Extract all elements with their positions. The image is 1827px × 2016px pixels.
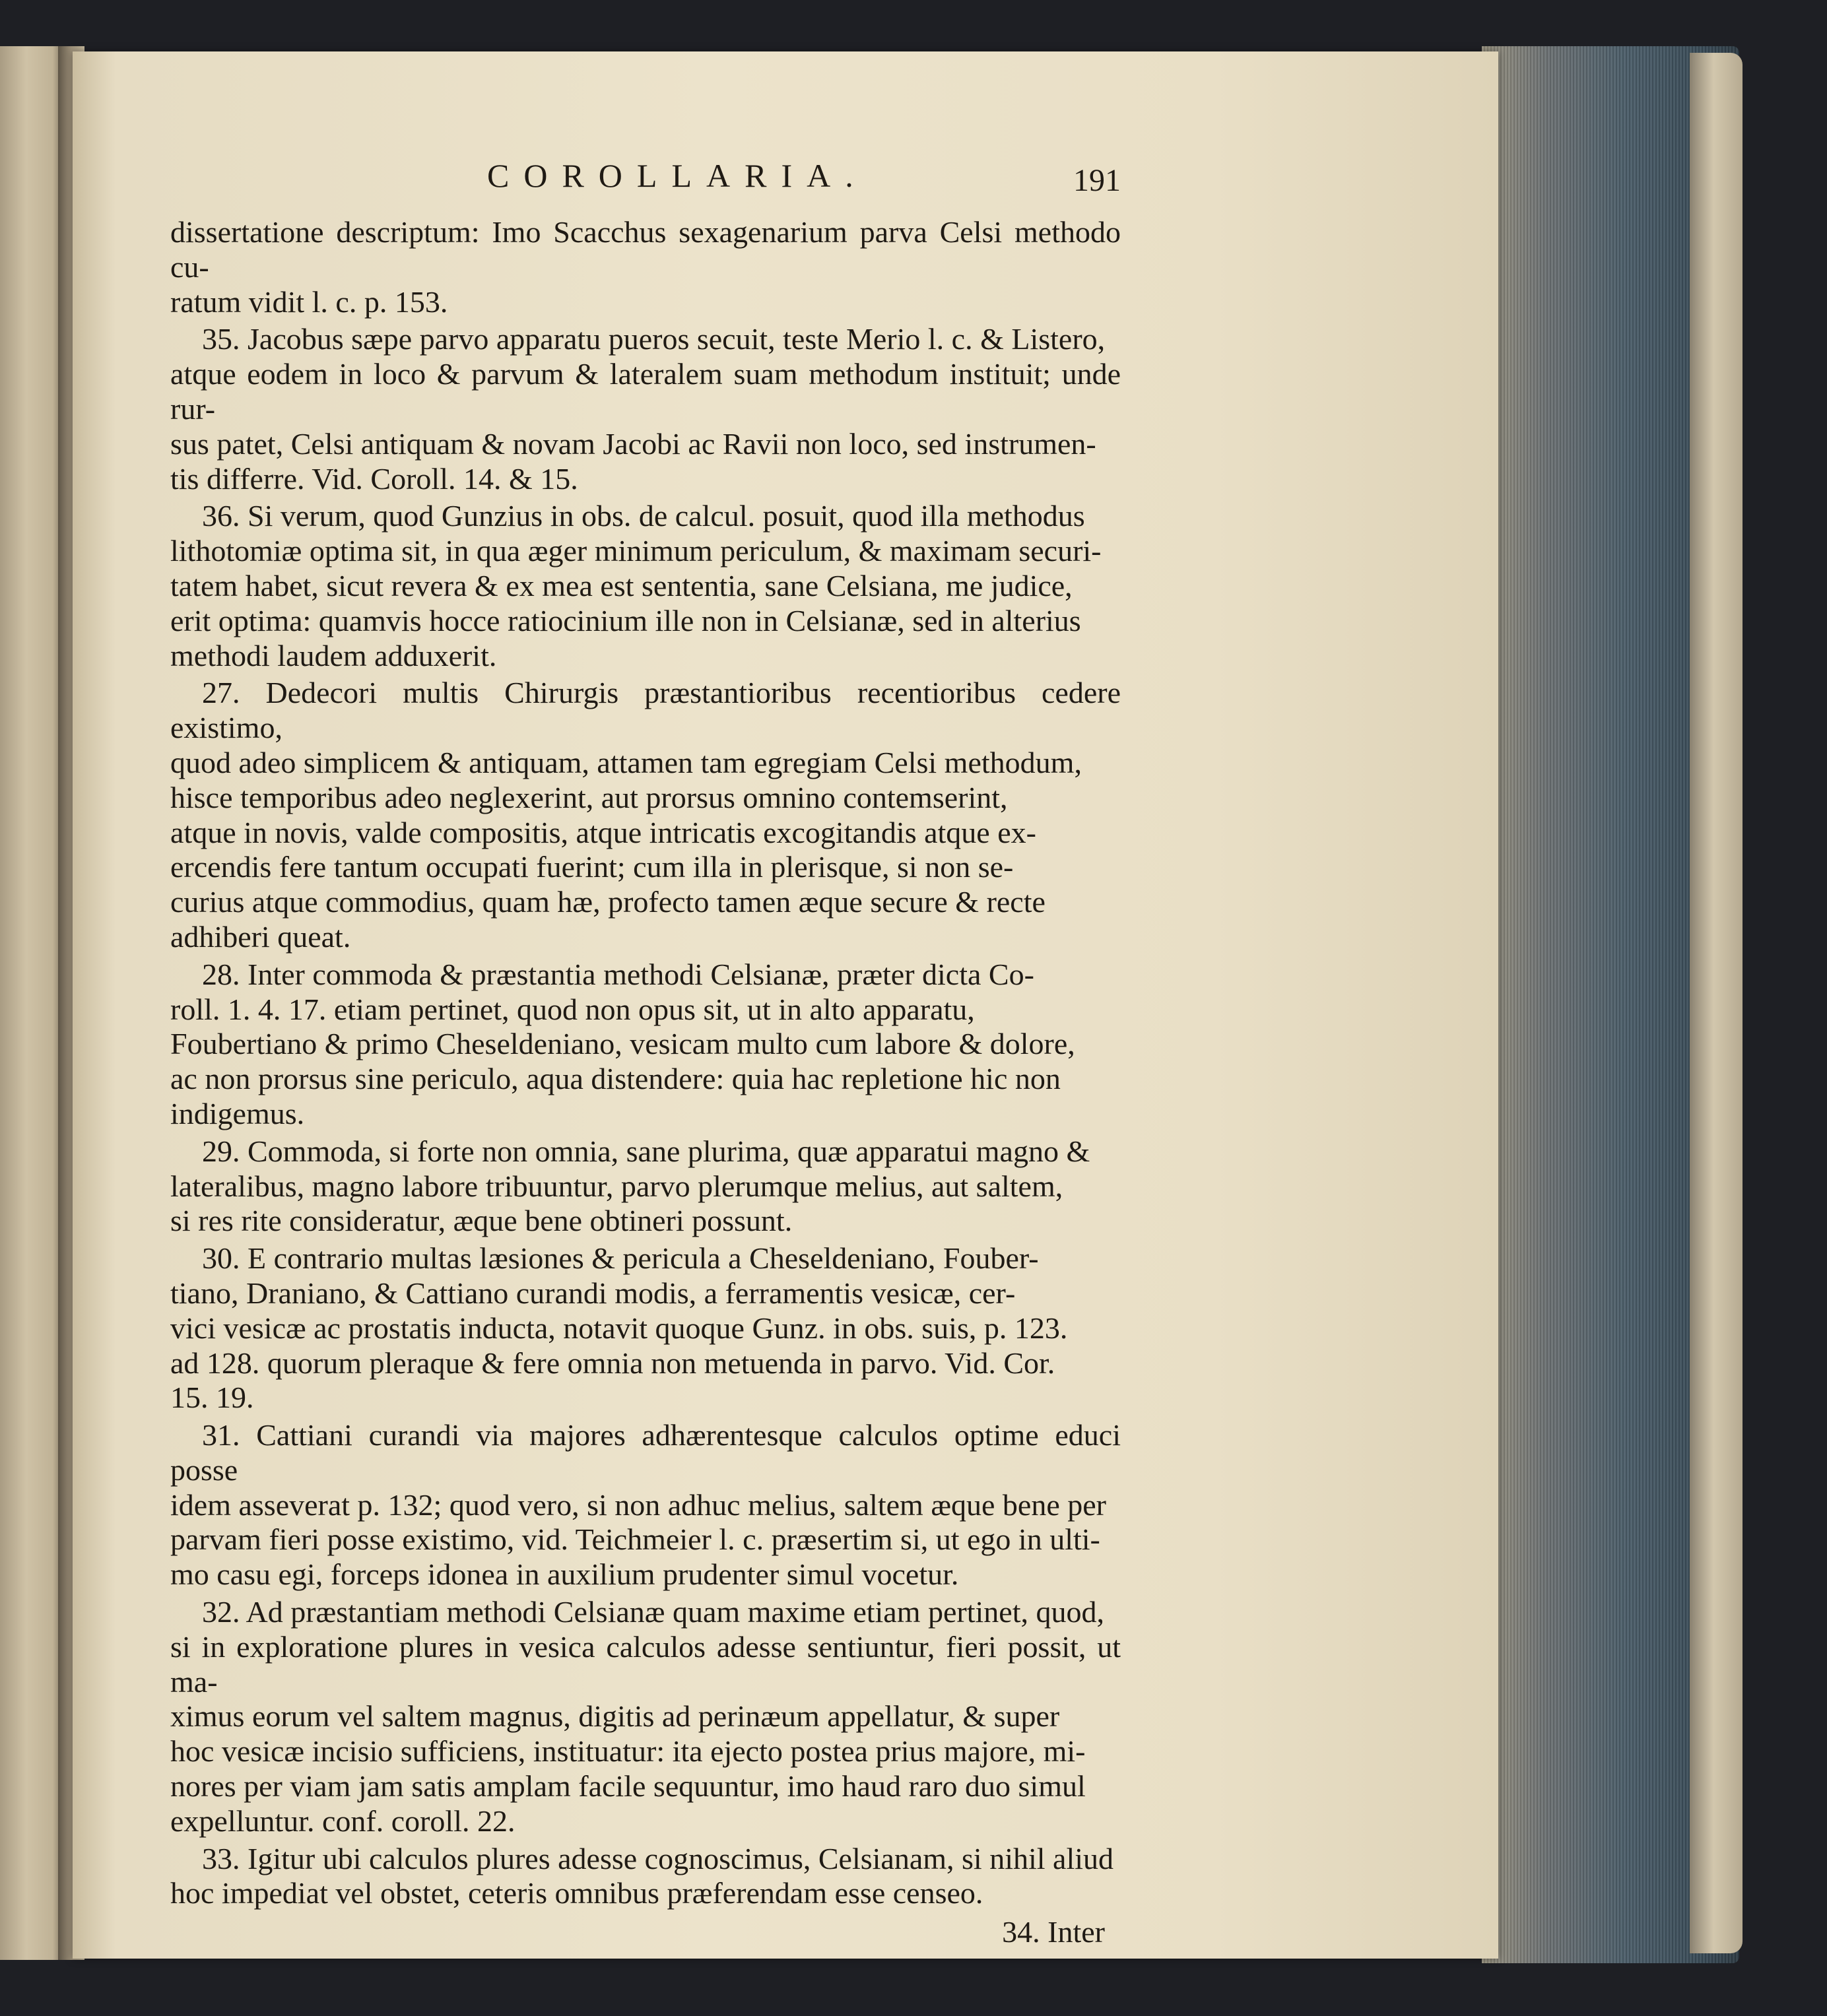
paragraph-number: 35. (202, 322, 240, 356)
text-line (170, 1169, 1121, 1204)
paragraph-number: 28. (202, 957, 240, 991)
line-text: si res rite consideratur, æque bene obtineri possunt. (170, 1204, 793, 1238)
paragraph-number: 32. (202, 1595, 240, 1629)
text-line (170, 357, 1121, 427)
text-line (170, 1630, 1121, 1700)
page-text-block (170, 158, 1121, 1950)
running-title: COROLLARIA. (487, 157, 868, 194)
text-line (170, 1699, 1121, 1734)
line-text: ratum vidit l. c. p. 153. (170, 284, 448, 319)
text-line (170, 676, 1121, 746)
line-text: hisce temporibus adeo neglexerint, aut prorsus omnino contemserint, (170, 780, 1008, 814)
line-text: Cattiani curandi via majores adhærentesque calculos optime educi posse (170, 1418, 1121, 1487)
line-text: quod adeo simplicem & antiquam, attamen tam egregiam Celsi methodum, (170, 745, 1082, 779)
text-line (170, 1522, 1121, 1557)
text-line (170, 1027, 1121, 1062)
catchword: 34. Inter (1002, 1915, 1105, 1949)
text-line (170, 1381, 1121, 1415)
line-text: atque in novis, valde compositis, atque intricatis excogitandis atque ex- (170, 815, 1036, 849)
paragraph (170, 1418, 1121, 1592)
line-text: tiano, Draniano, & Cattiano curandi modis, a ferramentis vesicæ, cer- (170, 1276, 1016, 1310)
text-line (170, 462, 1121, 497)
text-line (170, 1595, 1121, 1630)
line-text: erit optima: quamvis hocce ratiocinium ille non in Celsianæ, sed in alterius (170, 603, 1081, 637)
text-line (170, 1804, 1121, 1839)
text-line (170, 569, 1121, 604)
paragraph (170, 499, 1121, 673)
line-text: dissertatione descriptum: Imo Scacchus sexagenarium parva Celsi methodo cu- (170, 215, 1121, 284)
text-line (170, 285, 1121, 320)
text-line (170, 746, 1121, 781)
paragraph-number: 33. (202, 1841, 240, 1875)
line-text: ad 128. quorum pleraque & fere omnia non metuenda in parvo. Vid. Cor. (170, 1346, 1055, 1380)
line-text: Inter commoda & præstantia methodi Celsianæ, præter dicta Co- (248, 957, 1034, 991)
line-text: methodi laudem adduxerit. (170, 638, 497, 672)
text-line (170, 1276, 1121, 1311)
line-text: hoc impediat vel obstet, ceteris omnibus præferendam esse censeo. (170, 1876, 983, 1910)
text-line (170, 1346, 1121, 1381)
line-text: parvam fieri posse existimo, vid. Teichmeier l. c. præsertim si, ut ego in ulti- (170, 1522, 1100, 1557)
text-line (170, 1311, 1121, 1346)
text-line (170, 1062, 1121, 1097)
text-line (170, 1418, 1121, 1488)
text-line (170, 850, 1121, 885)
line-text: Jacobus sæpe parvo apparatu pueros secuit, teste Merio l. c. & Listero, (248, 322, 1106, 356)
text-line (170, 1204, 1121, 1239)
line-text: nores per viam jam satis amplam facile sequuntur, imo haud raro duo simul (170, 1769, 1086, 1804)
text-line (170, 322, 1121, 357)
text-line (170, 499, 1121, 534)
line-text: Foubertiano & primo Cheseldeniano, vesicam multo cum labore & dolore, (170, 1027, 1075, 1061)
text-line (170, 1734, 1121, 1769)
line-text: tis differre. Vid. Coroll. 14. & 15. (170, 461, 578, 496)
paragraph-number: 29. (202, 1134, 240, 1168)
line-text: ac non prorsus sine periculo, aqua distendere: quia hac repletione hic non (170, 1062, 1061, 1096)
line-text: sus patet, Celsi antiquam & novam Jacobi ac Ravii non loco, sed instrumen- (170, 426, 1096, 461)
paragraph (170, 676, 1121, 954)
text-line (170, 885, 1121, 920)
text-line (170, 781, 1121, 816)
text-line (170, 816, 1121, 851)
body-text (170, 215, 1121, 1911)
text-line (170, 992, 1121, 1027)
text-line (170, 215, 1121, 285)
line-text: Si verum, quod Gunzius in obs. de calcul. posuit, quod illa methodus (248, 499, 1085, 533)
paragraph-number: 36. (202, 499, 240, 533)
paragraph-number: 31. (202, 1418, 240, 1452)
line-text: atque eodem in loco & parvum & lateralem suam methodum instituit; unde rur- (170, 357, 1121, 426)
line-text: si in exploratione plures in vesica calculos adesse sentiuntur, fieri possit, ut ma- (170, 1629, 1121, 1699)
line-text: idem asseverat p. 132; quod vero, si non adhuc melius, saltem æque bene per (170, 1487, 1106, 1522)
line-text: indigemus. (170, 1096, 305, 1130)
text-line (170, 1842, 1121, 1877)
page-header (170, 158, 1121, 211)
line-text: expelluntur. conf. coroll. 22. (170, 1804, 515, 1838)
line-text: tatem habet, sicut revera & ex mea est sententia, sane Celsiana, me judice, (170, 568, 1073, 602)
text-line (170, 1557, 1121, 1592)
line-text: lithotomiæ optima sit, in qua æger minimum periculum, & maximam securi- (170, 534, 1102, 568)
paragraph (170, 1241, 1121, 1415)
text-line (170, 1876, 1121, 1911)
line-text: lateralibus, magno labore tribuuntur, parvo plerumque melius, aut saltem, (170, 1169, 1063, 1203)
paragraph (170, 958, 1121, 1132)
paragraph (170, 215, 1121, 319)
paragraph (170, 322, 1121, 496)
paragraph-number: 27. (202, 676, 240, 710)
line-text: curius atque commodius, quam hæ, profecto tamen æque secure & recte (170, 885, 1046, 919)
line-text: mo casu egi, forceps idonea in auxilium prudenter simul vocetur. (170, 1557, 959, 1592)
paragraph (170, 1134, 1121, 1239)
text-line (170, 604, 1121, 639)
line-text: Dedecori multis Chirurgis præstantioribus recentioribus cedere existimo, (170, 676, 1121, 745)
text-line (170, 958, 1121, 992)
line-text: 15. 19. (170, 1381, 254, 1415)
paragraph (170, 1595, 1121, 1839)
text-line (170, 534, 1121, 569)
line-text: ximus eorum vel saltem magnus, digitis ad perinæum appellatur, & super (170, 1699, 1060, 1734)
line-text: Igitur ubi calculos plures adesse cognoscimus, Celsianam, si nihil aliud (248, 1841, 1114, 1875)
line-text: ercendis fere tantum occupati fuerint; cum illa in plerisque, si non se- (170, 850, 1014, 884)
paragraph (170, 1842, 1121, 1912)
page-number: 191 (1073, 163, 1121, 198)
text-line (170, 1488, 1121, 1523)
text-line (170, 639, 1121, 674)
text-line (170, 1769, 1121, 1804)
line-text: adhiberi queat. (170, 919, 351, 954)
book-cover-edge (1690, 53, 1743, 1953)
line-text: E contrario multas læsiones & pericula a Cheseldeniano, Fouber- (248, 1241, 1039, 1276)
text-line (170, 1097, 1121, 1132)
text-line (170, 1241, 1121, 1276)
line-text: Commoda, si forte non omnia, sane plurima, quæ apparatui magno & (248, 1134, 1090, 1168)
text-line (170, 427, 1121, 462)
line-text: hoc vesicæ incisio sufficiens, instituatur: ita ejecto postea prius majore, mi- (170, 1734, 1086, 1769)
line-text: vici vesicæ ac prostatis inducta, notavit quoque Gunz. in obs. suis, p. 123. (170, 1311, 1068, 1345)
left-page-edge (0, 46, 66, 1960)
paragraph-number: 30. (202, 1241, 240, 1276)
text-line (170, 920, 1121, 955)
line-text: roll. 1. 4. 17. etiam pertinet, quod non opus sit, ut in alto apparatu, (170, 992, 975, 1026)
line-text: Ad præstantiam methodi Celsianæ quam maxime etiam pertinet, quod, (246, 1595, 1105, 1629)
text-line (170, 1134, 1121, 1169)
